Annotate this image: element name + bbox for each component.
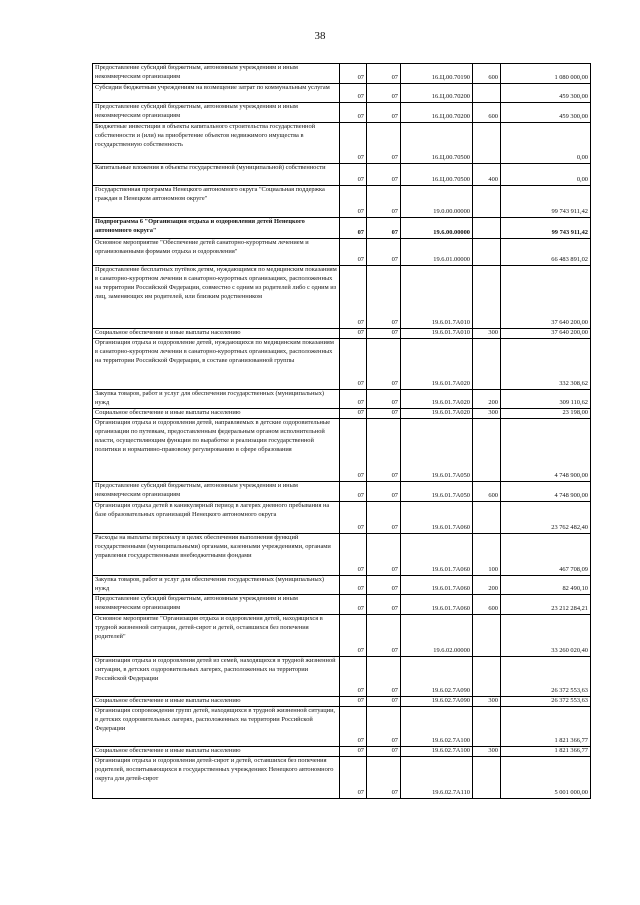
row-name-cell: Предоставление субсидий бюджетным, автономным учреждениям и иным некоммерческим организациям xyxy=(93,482,340,502)
row-podrazdel-cell: 07 xyxy=(367,697,401,707)
table-row xyxy=(93,390,591,409)
row-csr-cell: 19.0.00.00000 xyxy=(401,186,473,218)
table-row xyxy=(93,339,591,390)
row-sum-cell: 26 372 553,63 xyxy=(501,697,591,707)
row-razdel-cell: 07 xyxy=(340,239,367,266)
row-podrazdel-cell: 07 xyxy=(367,123,401,164)
row-vr-cell xyxy=(473,218,501,239)
row-name-cell: Основное мероприятие "Обеспечение детей санаторно-курортным лечением и организованными формами отдыха и оздоровления" xyxy=(93,239,340,266)
row-razdel-cell: 07 xyxy=(340,757,367,799)
table-row xyxy=(93,747,591,757)
row-name-cell: Бюджетные инвестиции в объекты капитального строительства государственной собственности и (или) на приобретение объектов недвижимого имущества в государственную собственность xyxy=(93,123,340,164)
row-sum-cell: 309 110,62 xyxy=(501,390,591,409)
row-razdel-cell: 07 xyxy=(340,390,367,409)
row-sum-cell: 23 212 284,21 xyxy=(501,595,591,615)
row-sum-cell: 4 748 900,00 xyxy=(501,482,591,502)
row-podrazdel-cell: 07 xyxy=(367,707,401,747)
row-vr-cell: 400 xyxy=(473,164,501,186)
table-row xyxy=(93,534,591,576)
row-name-cell: Предоставление субсидий бюджетным, автономным учреждениям и иным некоммерческим организациям xyxy=(93,595,340,615)
row-csr-cell: 19.6.02.7А100 xyxy=(401,747,473,757)
row-csr-cell: 16.Ц.00.70200 xyxy=(401,103,473,123)
row-vr-cell: 300 xyxy=(473,329,501,339)
table-row xyxy=(93,615,591,657)
row-name-cell: Государственная программа Ненецкого автономного округа "Социальная поддержка граждан в Ненецком автономном округе" xyxy=(93,186,340,218)
row-sum-cell: 33 260 020,40 xyxy=(501,615,591,657)
row-podrazdel-cell: 07 xyxy=(367,186,401,218)
row-razdel-cell: 07 xyxy=(340,482,367,502)
row-podrazdel-cell: 07 xyxy=(367,615,401,657)
row-name-cell: Социальное обеспечение и иные выплаты населению xyxy=(93,409,340,419)
row-vr-cell xyxy=(473,657,501,697)
row-sum-cell: 23 762 482,40 xyxy=(501,502,591,534)
row-sum-cell: 1 821 366,77 xyxy=(501,707,591,747)
table-row xyxy=(93,419,591,482)
row-razdel-cell: 07 xyxy=(340,164,367,186)
row-sum-cell: 26 372 553,63 xyxy=(501,657,591,697)
row-csr-cell: 19.6.01.7А010 xyxy=(401,329,473,339)
row-name-cell: Капитальные вложения в объекты государственной (муниципальной) собственности xyxy=(93,164,340,186)
row-razdel-cell: 07 xyxy=(340,595,367,615)
table-row xyxy=(93,84,591,103)
row-vr-cell xyxy=(473,502,501,534)
row-vr-cell xyxy=(473,707,501,747)
table-row xyxy=(93,502,591,534)
row-razdel-cell: 07 xyxy=(340,707,367,747)
row-name-cell: Основное мероприятие "Организация отдыха и оздоровления детей, находящихся в трудной жизненной ситуации, детей-сирот и детей, оставшихся без попечения родителей" xyxy=(93,615,340,657)
row-name-cell: Социальное обеспечение и иные выплаты населению xyxy=(93,697,340,707)
table-row xyxy=(93,707,591,747)
table-row xyxy=(93,657,591,697)
row-podrazdel-cell: 07 xyxy=(367,164,401,186)
row-razdel-cell: 07 xyxy=(340,123,367,164)
row-razdel-cell: 07 xyxy=(340,266,367,329)
row-vr-cell: 600 xyxy=(473,482,501,502)
row-name-cell: Закупка товаров, работ и услуг для обеспечения государственных (муниципальных) нужд xyxy=(93,576,340,595)
row-sum-cell: 5 001 000,00 xyxy=(501,757,591,799)
row-razdel-cell: 07 xyxy=(340,747,367,757)
row-vr-cell: 600 xyxy=(473,103,501,123)
row-csr-cell: 19.6.01.7А010 xyxy=(401,266,473,329)
row-csr-cell: 16.Ц.00.70500 xyxy=(401,164,473,186)
row-podrazdel-cell: 07 xyxy=(367,64,401,84)
row-vr-cell: 300 xyxy=(473,747,501,757)
row-csr-cell: 19.6.01.7А020 xyxy=(401,339,473,390)
table-row xyxy=(93,482,591,502)
row-podrazdel-cell: 07 xyxy=(367,757,401,799)
row-vr-cell: 600 xyxy=(473,595,501,615)
row-podrazdel-cell: 07 xyxy=(367,502,401,534)
row-sum-cell: 459 300,00 xyxy=(501,103,591,123)
row-podrazdel-cell: 07 xyxy=(367,329,401,339)
row-razdel-cell: 07 xyxy=(340,186,367,218)
row-sum-cell: 1 821 366,77 xyxy=(501,747,591,757)
row-podrazdel-cell: 07 xyxy=(367,576,401,595)
row-name-cell: Субсидии бюджетным учреждениям на возмещение затрат по коммунальным услугам xyxy=(93,84,340,103)
row-vr-cell: 300 xyxy=(473,409,501,419)
row-name-cell: Социальное обеспечение и иные выплаты населению xyxy=(93,329,340,339)
row-name-cell: Подпрограмма 6 "Организация отдыха и оздоровления детей Ненецкого автономного округа" xyxy=(93,218,340,239)
table-row xyxy=(93,757,591,799)
row-sum-cell: 1 080 000,00 xyxy=(501,64,591,84)
row-csr-cell: 19.6.02.7А100 xyxy=(401,707,473,747)
row-podrazdel-cell: 07 xyxy=(367,409,401,419)
row-name-cell: Предоставление субсидий бюджетным, автономным учреждениям и иным некоммерческим организациям xyxy=(93,64,340,84)
row-name-cell: Организация отдыха и оздоровления детей, направляемых в детские оздоровительные организации по путевкам, предоставленным федеральным органом исполнительной власти, осуществляющим функции по выработке и реализации государственной политики и нормативно-правовому регулированию в сфере образования xyxy=(93,419,340,482)
row-name-cell: Социальное обеспечение и иные выплаты населению xyxy=(93,747,340,757)
row-razdel-cell: 07 xyxy=(340,339,367,390)
row-razdel-cell: 07 xyxy=(340,697,367,707)
row-name-cell: Предоставление бесплатных путёвок детям, нуждающимся по медицинским показаниям в санаторно-курортном лечении в санаторно-курортных организациях, расположенных на территории Российской Федерации, совместно с одним из родителей либо с одним из лиц, заменяющих им родителей, или близким родственником xyxy=(93,266,340,329)
row-name-cell: Организация сопровождения групп детей, находящихся в трудной жизненной ситуации, в детских оздоровительных лагерях, расположенных на территории Российской Федерации xyxy=(93,707,340,747)
row-csr-cell: 19.6.01.7А050 xyxy=(401,419,473,482)
row-name-cell: Организация отдыха и оздоровления детей из семей, находящихся в трудной жизненной ситуации, в детских оздоровительных лагерях, расположенных на территории Российской Федерации xyxy=(93,657,340,697)
row-razdel-cell: 07 xyxy=(340,218,367,239)
row-razdel-cell: 07 xyxy=(340,64,367,84)
row-sum-cell: 0,00 xyxy=(501,164,591,186)
row-csr-cell: 16.Ц.00.70190 xyxy=(401,64,473,84)
row-sum-cell: 467 708,09 xyxy=(501,534,591,576)
row-sum-cell: 37 640 200,00 xyxy=(501,266,591,329)
row-vr-cell xyxy=(473,339,501,390)
row-podrazdel-cell: 07 xyxy=(367,595,401,615)
row-podrazdel-cell: 07 xyxy=(367,419,401,482)
row-csr-cell: 19.6.01.7А060 xyxy=(401,534,473,576)
row-csr-cell: 19.6.02.7А090 xyxy=(401,657,473,697)
row-csr-cell: 16.Ц.00.70500 xyxy=(401,123,473,164)
table-row xyxy=(93,123,591,164)
row-podrazdel-cell: 07 xyxy=(367,266,401,329)
row-podrazdel-cell: 07 xyxy=(367,84,401,103)
row-vr-cell xyxy=(473,757,501,799)
row-sum-cell: 23 198,00 xyxy=(501,409,591,419)
row-sum-cell: 82 490,10 xyxy=(501,576,591,595)
row-vr-cell: 600 xyxy=(473,64,501,84)
row-razdel-cell: 07 xyxy=(340,576,367,595)
row-sum-cell: 0,00 xyxy=(501,123,591,164)
row-razdel-cell: 07 xyxy=(340,409,367,419)
row-vr-cell: 200 xyxy=(473,576,501,595)
row-vr-cell xyxy=(473,123,501,164)
row-razdel-cell: 07 xyxy=(340,103,367,123)
row-csr-cell: 19.6.01.7А020 xyxy=(401,390,473,409)
table-row xyxy=(93,218,591,239)
row-vr-cell: 200 xyxy=(473,390,501,409)
row-name-cell: Расходы на выплаты персоналу в целях обеспечения выполнения функций государственными (муниципальными) органами, казенными учреждениями, органами управления государственными внебюджетными фондами xyxy=(93,534,340,576)
row-vr-cell xyxy=(473,419,501,482)
row-vr-cell xyxy=(473,84,501,103)
row-vr-cell: 300 xyxy=(473,697,501,707)
row-name-cell: Организация отдыха и оздоровление детей, нуждающихся по медицинским показаниям в санаторно-курортном лечении в санаторно-курортных организациях, расположенных на территории Российской Федерации, в составе организованной группы xyxy=(93,339,340,390)
row-vr-cell: 100 xyxy=(473,534,501,576)
row-csr-cell: 19.6.01.7А060 xyxy=(401,502,473,534)
table-row xyxy=(93,329,591,339)
row-razdel-cell: 07 xyxy=(340,615,367,657)
row-podrazdel-cell: 07 xyxy=(367,218,401,239)
row-razdel-cell: 07 xyxy=(340,502,367,534)
row-csr-cell: 19.6.01.7А050 xyxy=(401,482,473,502)
row-podrazdel-cell: 07 xyxy=(367,482,401,502)
row-csr-cell: 19.6.02.7А090 xyxy=(401,697,473,707)
table-row xyxy=(93,595,591,615)
row-podrazdel-cell: 07 xyxy=(367,657,401,697)
row-sum-cell: 4 748 900,00 xyxy=(501,419,591,482)
row-razdel-cell: 07 xyxy=(340,84,367,103)
row-vr-cell xyxy=(473,239,501,266)
table-row xyxy=(93,239,591,266)
row-name-cell: Организация отдыха и оздоровления детей-сирот и детей, оставшихся без попечения родителей, воспитывающихся в государственных учреждениях Ненецкого автономного округа для детей-сирот xyxy=(93,757,340,799)
table-row xyxy=(93,164,591,186)
row-csr-cell: 19.6.02.00000 xyxy=(401,615,473,657)
table-row xyxy=(93,576,591,595)
budget-table xyxy=(92,63,591,799)
row-csr-cell: 19.6.01.00000 xyxy=(401,239,473,266)
row-podrazdel-cell: 07 xyxy=(367,339,401,390)
row-vr-cell xyxy=(473,266,501,329)
row-sum-cell: 459 300,00 xyxy=(501,84,591,103)
row-name-cell: Закупка товаров, работ и услуг для обеспечения государственных (муниципальных) нужд xyxy=(93,390,340,409)
row-podrazdel-cell: 07 xyxy=(367,747,401,757)
row-vr-cell xyxy=(473,615,501,657)
row-podrazdel-cell: 07 xyxy=(367,239,401,266)
row-csr-cell: 19.6.00.00000 xyxy=(401,218,473,239)
table-body xyxy=(93,64,591,799)
row-name-cell: Организация отдыха детей в каникулярный период в лагерях дневного пребывания на базе образовательных организаций Ненецкого автономного округа xyxy=(93,502,340,534)
row-csr-cell: 19.6.01.7А060 xyxy=(401,595,473,615)
table-row xyxy=(93,186,591,218)
row-name-cell: Предоставление субсидий бюджетным, автономным учреждениям и иным некоммерческим организациям xyxy=(93,103,340,123)
row-razdel-cell: 07 xyxy=(340,329,367,339)
row-podrazdel-cell: 07 xyxy=(367,534,401,576)
row-csr-cell: 19.6.02.7А110 xyxy=(401,757,473,799)
table-row xyxy=(93,409,591,419)
row-sum-cell: 37 640 200,00 xyxy=(501,329,591,339)
row-sum-cell: 66 483 891,02 xyxy=(501,239,591,266)
row-podrazdel-cell: 07 xyxy=(367,103,401,123)
row-csr-cell: 19.6.01.7А060 xyxy=(401,576,473,595)
table-row xyxy=(93,64,591,84)
row-csr-cell: 16.Ц.00.70200 xyxy=(401,84,473,103)
row-razdel-cell: 07 xyxy=(340,657,367,697)
row-sum-cell: 99 743 911,42 xyxy=(501,218,591,239)
row-vr-cell xyxy=(473,186,501,218)
row-csr-cell: 19.6.01.7А020 xyxy=(401,409,473,419)
table-row xyxy=(93,103,591,123)
row-razdel-cell: 07 xyxy=(340,534,367,576)
page-number: 38 xyxy=(314,30,326,42)
row-sum-cell: 332 308,62 xyxy=(501,339,591,390)
table-row xyxy=(93,266,591,329)
row-sum-cell: 99 743 911,42 xyxy=(501,186,591,218)
row-razdel-cell: 07 xyxy=(340,419,367,482)
row-podrazdel-cell: 07 xyxy=(367,390,401,409)
table-row xyxy=(93,697,591,707)
